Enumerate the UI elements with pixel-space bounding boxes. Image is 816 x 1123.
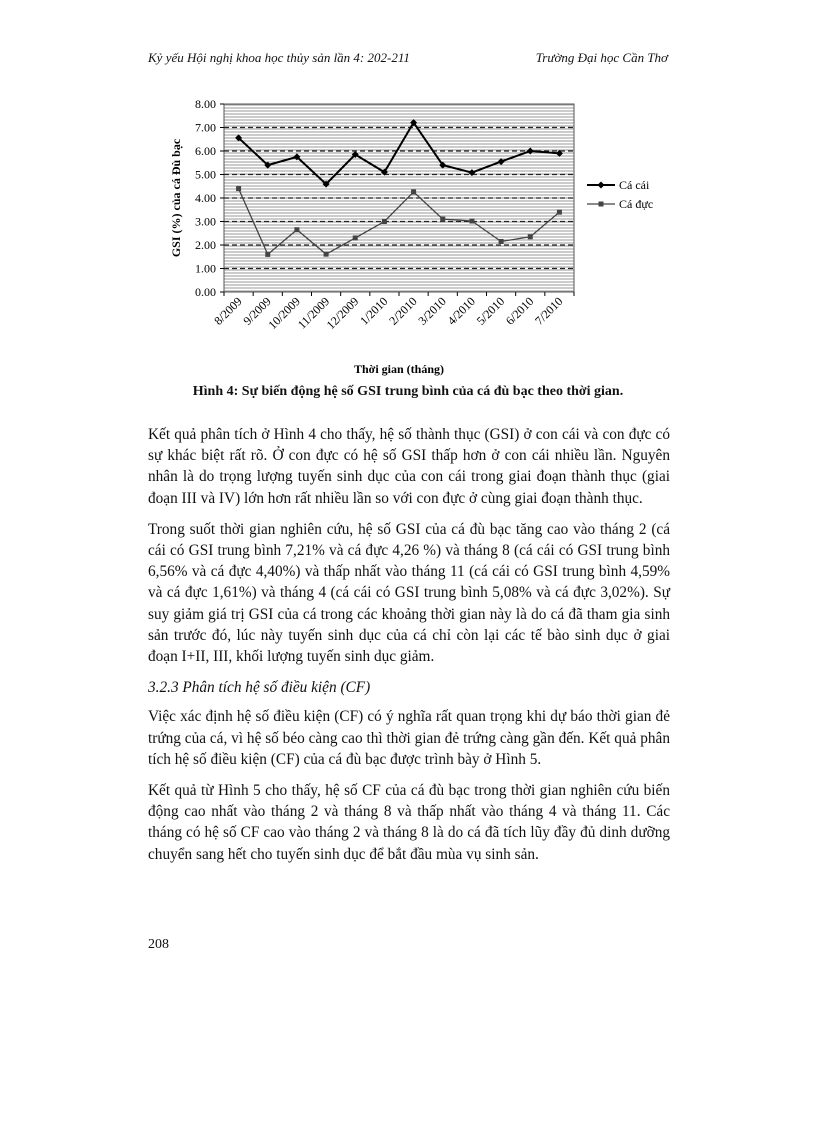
x-tick-label: 5/2010 [473, 294, 508, 328]
legend-marker [599, 202, 604, 207]
section-heading-cf: 3.2.3 Phân tích hệ số điều kiện (CF) [148, 679, 371, 697]
x-tick-label: 10/2009 [265, 294, 304, 332]
x-tick-label: 8/2009 [211, 294, 245, 328]
paragraph-cf-importance: Việc xác định hệ số điều kiện (CF) có ý nghĩa rất quan trọng khi dự báo thời gian đẻ trứng của cá, vì hệ số béo càng cao thì thời gian đẻ trứng càng gần đến. Kết quả phân tích hệ số điều kiện (CF) của cá đù bạc được trình bày ở Hình 5. [148, 708, 670, 768]
paragraph-gsi-monthly: Trong suốt thời gian nghiên cứu, hệ số GSI của cá đù bạc tăng cao vào tháng 2 (cá cái có GSI trung bình 7,21% và cá đực 4,26 %) và tháng 8 (cá cái có GSI trung bình 6,56% và cá đực 4,40%) và thấp nhất vào tháng 11 (cá cái có GSI trung bình 4,59% và cá đực 1,61%) và tháng 4 (cá cái có GSI trung bình 5,08% và cá đực 3,02%). Sự suy giảm giá trị GSI của cá trong các khoảng thời gian này là do cá đã tham gia sinh sản trước đó, lúc này tuyến sinh dục của cá chỉ còn lại các tế bào sinh dục ở giai đoạn I+II, III, khối lượng tuyến sinh dục giảm. [148, 520, 670, 666]
y-tick-label: 3.00 [195, 214, 216, 229]
paragraph-cf-results: Kết quả từ Hình 5 cho thấy, hệ số CF của cá đù bạc trong thời gian nghiên cứu biến động cao nhất vào tháng 2 và tháng 8 và thấp nhất vào tháng 4 và tháng 11. Các tháng có hệ số CF cao vào tháng 2 và tháng 8 là do cá đã tích lũy đầy đủ dinh dưỡng chuyển sang hết cho tuyến sinh dục để bắt đầu mùa vụ sinh sản. [148, 782, 670, 863]
legend-marker [598, 182, 605, 189]
data-point-male [236, 186, 241, 191]
y-tick-label: 6.00 [195, 144, 216, 158]
header-university: Trường Đại học Cần Thơ [535, 50, 668, 65]
data-point-male [528, 234, 533, 239]
data-point-male [324, 252, 329, 257]
legend-label: Cá đực [619, 197, 654, 211]
x-tick-label: 6/2010 [502, 294, 537, 328]
y-tick-label: 1.00 [195, 261, 216, 276]
data-point-male [353, 235, 358, 240]
data-point-male [469, 219, 474, 224]
paragraph-gsi-difference: Kết quả phân tích ở Hình 4 cho thấy, hệ số thành thục (GSI) ở con cái và con đực có sự khác biệt rất rõ. Ở con đực có hệ số GSI thấp hơn ở con cái nhiều lần. Nguyên nhân là do trọng lượng tuyến sinh dục của con cái trong giai đoạn thành thục (giai đoạn III và IV) lớn hơn rất nhiều lần so với con đực ở cùng giai đoạn thành thục. [148, 426, 670, 507]
data-point-male [294, 227, 299, 232]
data-point-male [411, 189, 416, 194]
data-point-male [557, 210, 562, 215]
y-tick-label: 8.00 [195, 97, 216, 111]
x-tick-label: 2/2010 [386, 294, 420, 328]
legend-label: Cá cái [619, 178, 650, 192]
y-tick-label: 5.00 [195, 167, 216, 182]
x-tick-label: 3/2010 [415, 294, 449, 328]
data-point-male [440, 217, 445, 222]
y-tick-label: 7.00 [195, 120, 216, 135]
x-tick-label: 12/2009 [323, 294, 362, 332]
data-point-male [499, 239, 504, 244]
x-tick-label: 11/2009 [294, 294, 333, 332]
gsi-line-chart [140, 92, 680, 382]
page-number: 208 [148, 937, 169, 952]
x-tick-label: 7/2010 [532, 294, 566, 328]
x-tick-label: 4/2010 [444, 294, 479, 328]
figure-caption: Hình 4: Sự biến động hệ số GSI trung bình của cá đù bạc theo thời gian. [192, 384, 624, 399]
y-tick-label: 0.00 [195, 285, 216, 299]
y-axis-title: GSI (%) của cá Đù bạc [169, 138, 183, 258]
data-point-male [265, 252, 270, 257]
y-tick-label: 2.00 [195, 238, 216, 252]
body-text [148, 424, 670, 875]
x-tick-label: 9/2009 [240, 294, 274, 328]
header-proceedings-title: Kỷ yếu Hội nghị khoa học thủy sản lần 4: 202-211 [148, 50, 410, 65]
data-point-male [382, 219, 387, 224]
x-axis-title: Thời gian (tháng) [354, 362, 444, 376]
y-tick-label: 4.00 [195, 191, 216, 205]
x-tick-label: 1/2010 [357, 294, 391, 328]
